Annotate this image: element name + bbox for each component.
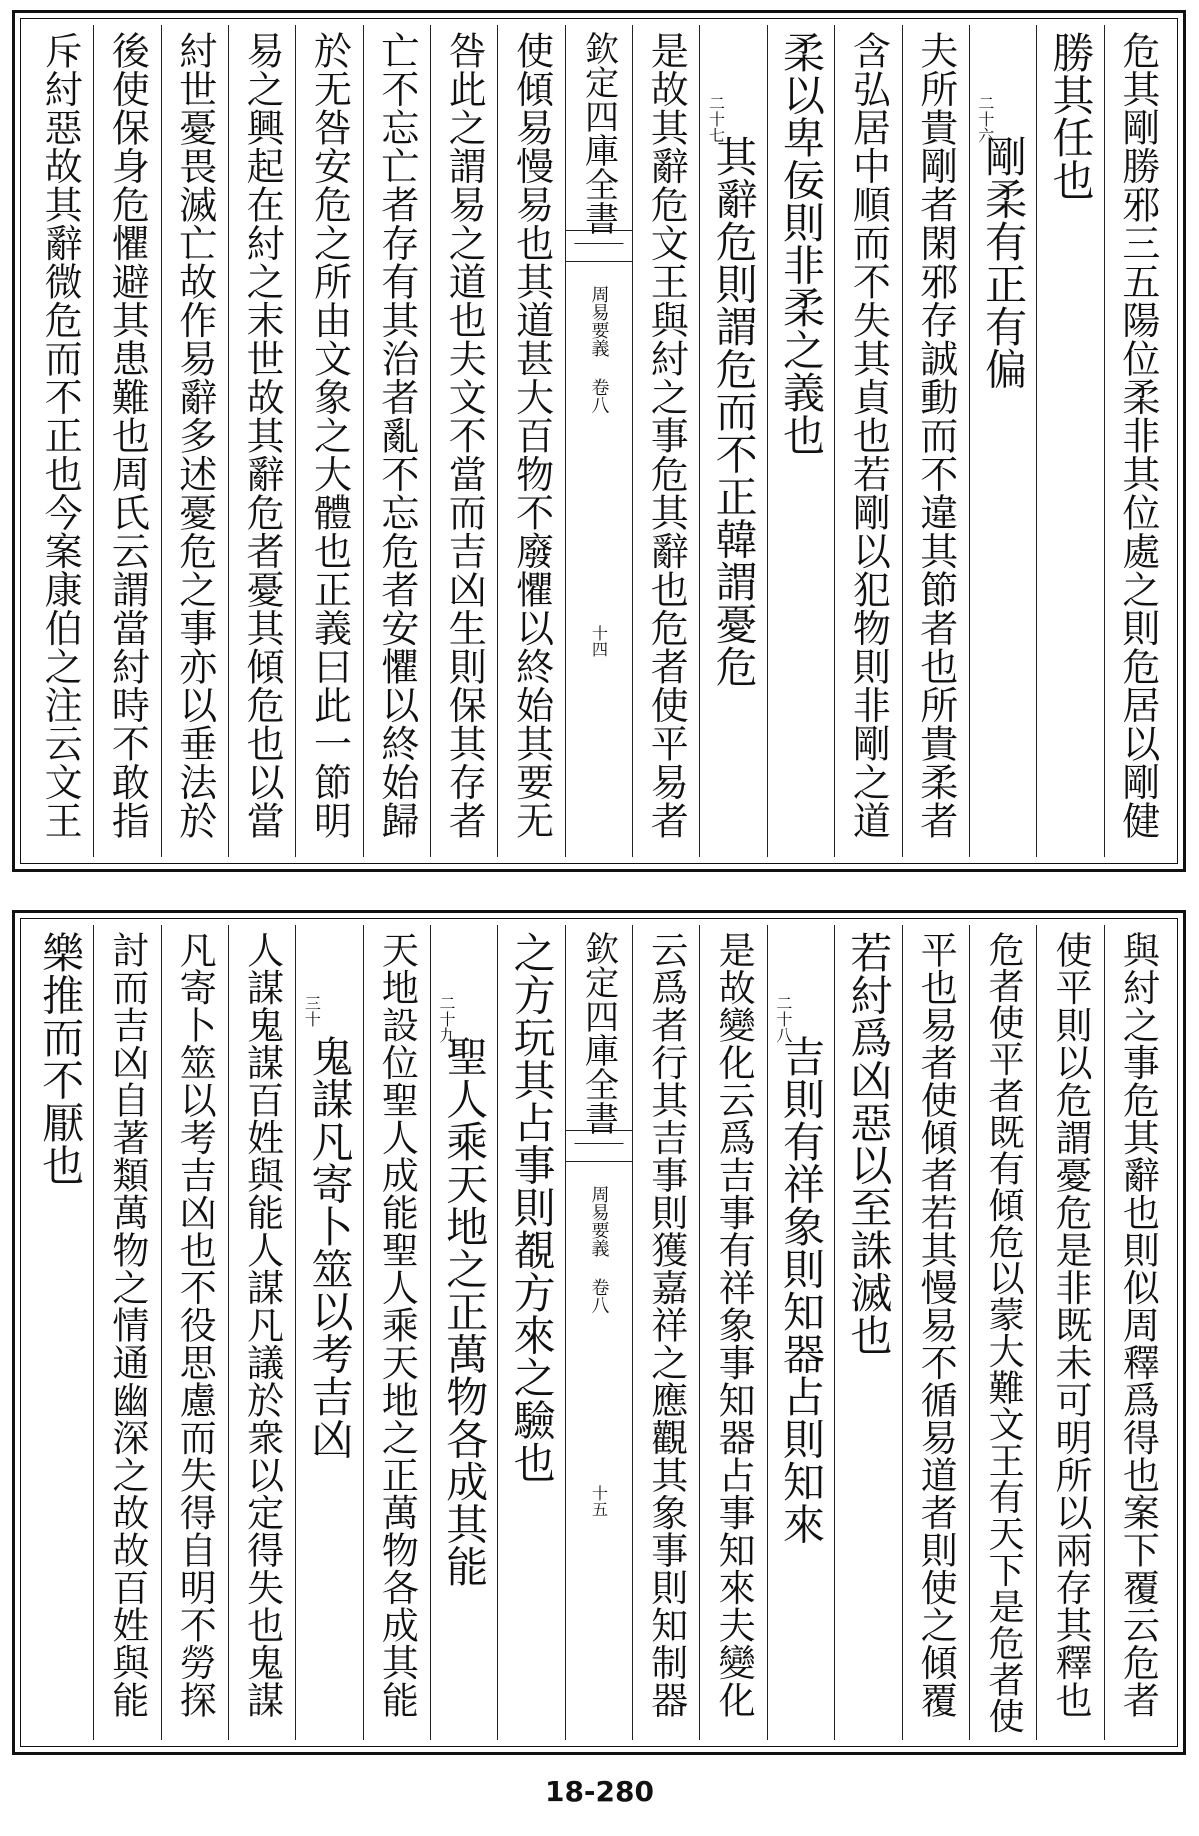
column-text: 之方玩其占事則覩方來之驗也 xyxy=(507,931,557,1484)
leaf-number: 十五 xyxy=(589,1485,609,1517)
text-column xyxy=(969,925,1036,1740)
text-column xyxy=(1104,925,1171,1740)
section-number: 二十六 xyxy=(975,95,995,143)
text-column xyxy=(27,25,93,857)
column-text: 斥紂惡故其辭微危而不正也今案康伯之注云文王 xyxy=(38,31,83,840)
section-heading: 其辭危則謂危而不正韓謂憂危 xyxy=(709,135,759,688)
column-text: 易之興起在紂之末世故其辭危者憂其傾危也以當 xyxy=(240,31,285,840)
column-text: 與紂之事危其辭也則似周釋爲得也案下覆云危者 xyxy=(1116,931,1160,1719)
column-text: 危其剛勝邪三五陽位柔非其位處之則危居以剛健 xyxy=(1115,31,1160,840)
column-text: 若紂爲凶惡以至誅滅也 xyxy=(844,931,894,1356)
column-text: 樂推而不厭也 xyxy=(36,931,86,1186)
column-text: 紂世憂畏滅亡故作易辭多述憂危之事亦以垂法於 xyxy=(172,31,217,840)
text-column xyxy=(632,25,699,857)
section-number: 二十八 xyxy=(773,995,793,1043)
column-text: 使平則以危謂憂危是非既未可明所以兩存其釋也 xyxy=(1048,931,1092,1719)
center-spine xyxy=(565,25,632,857)
section-number: 二十九 xyxy=(437,995,457,1043)
column-text: 討而吉凶自著類萬物之情通幽深之故故百姓與能 xyxy=(105,931,149,1719)
text-column xyxy=(834,25,901,857)
text-column xyxy=(497,25,564,857)
column-text: 人謀鬼謀百姓與能人謀凡議於衆以定得失也鬼謀 xyxy=(240,931,284,1719)
text-column xyxy=(161,25,228,857)
column-text: 凡寄卜筮以考吉凶也不役思慮而失得自明不勞探 xyxy=(173,931,217,1719)
upper-columns xyxy=(27,25,1171,857)
text-column xyxy=(699,25,766,857)
fish-tail-mark xyxy=(566,1130,632,1162)
text-column xyxy=(699,925,766,1740)
book-title: 欽定四庫全書 xyxy=(574,931,623,1144)
column-text: 勝其任也 xyxy=(1046,31,1096,201)
text-column xyxy=(93,25,160,857)
volume-label: 周易要義 卷八 xyxy=(588,285,610,414)
text-column xyxy=(295,925,362,1740)
column-text: 柔以卑佞則非柔之義也 xyxy=(777,31,827,456)
text-column xyxy=(27,925,93,1740)
text-column xyxy=(93,925,160,1740)
section-heading: 鬼謀凡寄卜筮以考吉凶 xyxy=(305,1035,355,1460)
volume-label: 周易要義 卷八 xyxy=(588,1185,610,1314)
text-column xyxy=(363,925,430,1740)
text-column xyxy=(767,925,834,1740)
column-text: 平也易者使傾者若其慢易不循易道者則使之傾覆 xyxy=(914,931,958,1719)
text-column xyxy=(902,25,969,857)
text-column xyxy=(430,925,497,1740)
text-column xyxy=(430,25,497,857)
text-column xyxy=(363,25,430,857)
text-column xyxy=(228,925,295,1740)
text-column xyxy=(497,925,564,1740)
text-column xyxy=(969,25,1036,857)
section-number: 三十 xyxy=(302,995,322,1027)
lower-page xyxy=(12,910,1186,1755)
leaf-number: 十四 xyxy=(589,625,609,657)
section-heading: 剛柔有正有偏 xyxy=(979,135,1029,390)
section-heading: 吉則有祥象則知器占則知來 xyxy=(777,1035,827,1545)
column-text: 云爲者行其吉事則獲嘉祥之應觀其象事則知制器 xyxy=(644,931,688,1719)
section-number: 二十七 xyxy=(706,95,726,143)
text-column xyxy=(161,925,228,1740)
text-column xyxy=(295,25,362,857)
column-text: 天地設位聖人成能聖人乘天地之正萬物各成其能 xyxy=(375,931,419,1719)
text-column xyxy=(1036,925,1103,1740)
text-column xyxy=(767,25,834,857)
column-text: 亡不忘亡者存有其治者亂不忘危者安懼以終始歸 xyxy=(374,31,419,840)
column-text: 危者使平者既有傾危以蒙大難文王有天下是危者使 xyxy=(983,931,1025,1734)
column-text: 是故變化云爲吉事有祥象事知器占事知來夫變化 xyxy=(712,931,756,1719)
center-spine xyxy=(565,925,632,1740)
column-text: 於无咎安危之所由文象之大體也正義曰此一節明 xyxy=(307,31,352,840)
column-text: 含弘居中順而不失其貞也若剛以犯物則非剛之道 xyxy=(846,31,891,840)
upper-page xyxy=(12,10,1186,872)
column-text: 是故其辭危文王與紂之事危其辭也危者使平易者 xyxy=(644,31,689,840)
column-text: 咎此之謂易之道也夫文不當而吉凶生則保其存者 xyxy=(442,31,487,840)
text-column xyxy=(1036,25,1103,857)
lower-columns xyxy=(27,925,1171,1740)
text-column xyxy=(834,925,901,1740)
column-text: 夫所貴剛者閑邪存誠動而不違其節者也所貴柔者 xyxy=(913,31,958,840)
text-column xyxy=(228,25,295,857)
text-column xyxy=(902,925,969,1740)
section-heading: 聖人乘天地之正萬物各成其能 xyxy=(440,1035,490,1588)
book-title: 欽定四庫全書 xyxy=(574,31,623,244)
column-text: 使傾易慢易也其道甚大百物不廢懼以終始其要无 xyxy=(509,31,554,840)
text-column xyxy=(1104,25,1171,857)
column-text: 後使保身危懼避其患難也周氏云謂當紂時不敢指 xyxy=(105,31,150,840)
text-column xyxy=(632,925,699,1740)
page-number: 18-280 xyxy=(544,1775,655,1808)
fish-tail-mark xyxy=(566,230,632,262)
